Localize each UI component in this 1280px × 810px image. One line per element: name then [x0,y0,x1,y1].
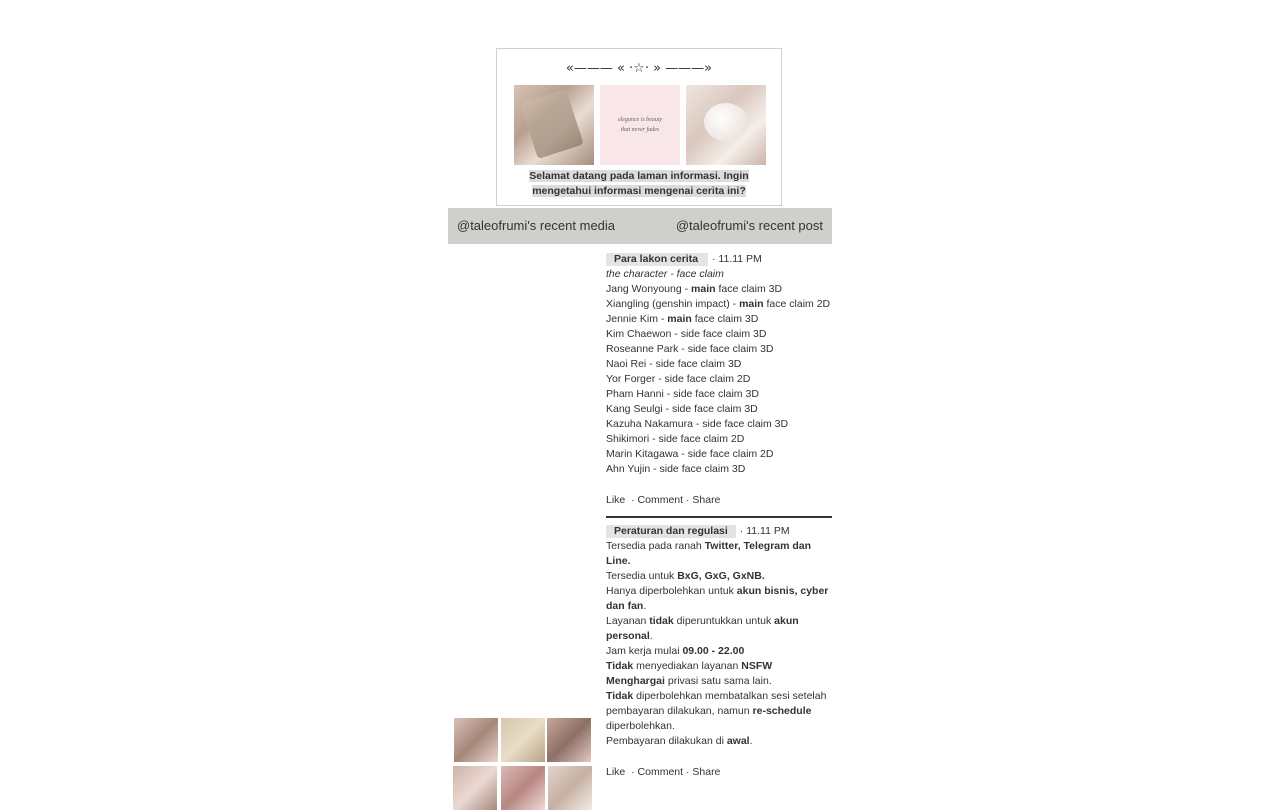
tab-recent-media[interactable]: @taleofrumi's recent media [457,218,616,233]
rule-item [606,584,832,614]
rule-emphasis: 09.00 - 22.00 [682,645,745,657]
rule-emphasis: akun personal [606,615,799,642]
character-item [606,327,832,342]
post-title: Peraturan dan regulasi [606,525,736,538]
character-list [606,282,832,477]
header-image-book [514,85,594,165]
character-text: Yor Forger - side face claim 2D [606,373,751,385]
post-title: Para lakon cerita [606,253,708,266]
character-text: Xiangling (genshin impact) - [606,298,740,310]
rule-text: Jam kerja mulai [606,645,683,657]
rule-emphasis: Twitter, Telegram dan Line. [606,540,812,567]
tab-recent-post[interactable]: @taleofrumi's recent post [675,218,823,233]
character-text: Naoi Rei - side face claim 3D [606,358,742,370]
header-image-quote [600,85,680,165]
rule-item [606,569,832,584]
ornament-divider: «——— « ·☆· » ———» [565,61,713,76]
character-text: Ahn Yujin - side face claim 3D [606,463,746,475]
character-text: Roseanne Park - side face claim 3D [606,343,774,355]
rule-text: diperbolehkan membatalkan sesi setelah pembayaran dilakukan, namun [606,690,827,717]
post-actions [606,493,832,508]
header-card [496,48,782,206]
tab-bar [448,208,832,244]
media-thumbnail[interactable] [501,766,545,810]
character-text: Marin Kitagawa - side face claim 2D [606,448,774,460]
post-subtitle: the character - face claim [606,268,724,280]
rule-item [606,539,832,569]
rule-item [606,644,832,659]
rule-text: Tersedia untuk [606,570,678,582]
rules-list [606,539,832,749]
rule-emphasis: re-schedule [752,705,812,717]
rule-text: . [643,600,647,612]
character-role: main [667,313,692,325]
character-role: main [739,298,764,310]
character-text: Shikimori - side face claim 2D [606,433,745,445]
rule-item [606,734,832,749]
rule-text: menyediakan layanan [633,660,742,672]
rule-emphasis: Tidak [606,690,634,702]
character-item [606,447,832,462]
character-text: face claim 2D [763,298,831,310]
character-text: Kang Seulgi - side face claim 3D [606,403,758,415]
post [606,524,832,780]
post-actions [606,765,832,780]
character-text: Kim Chaewon - side face claim 3D [606,328,767,340]
share-button[interactable]: · Share [685,494,721,506]
rule-text: Pembayaran dilakukan di [606,735,727,747]
rule-text: Tersedia pada ranah [606,540,705,552]
header-image-row [514,85,767,165]
post-time: · 11.11 PM [739,525,790,537]
character-item [606,312,832,327]
comment-button[interactable]: · Comment [631,494,684,506]
rule-emphasis: akun bisnis, cyber dan fan [606,585,829,612]
rule-text: Hanya diperbolehkan untuk [606,585,737,597]
welcome-text: Selamat datang pada laman informasi. Ingin mengetahui informasi mengenai cerita ini? [529,170,749,197]
rule-emphasis: Menghargai [606,675,665,687]
character-item [606,432,832,447]
media-thumbnail[interactable] [454,718,498,762]
rule-text: diperbolehkan. [606,720,675,732]
media-thumbnail[interactable] [548,766,592,810]
character-text: Jang Wonyoung - [606,283,692,295]
header-image-bunny [686,85,766,165]
rule-item [606,674,832,689]
recent-media-grid [453,718,593,800]
character-text: face claim 3D [691,313,759,325]
character-role: main [691,283,716,295]
post-header [606,524,832,539]
rule-emphasis: NSFW [741,660,773,672]
post [606,252,832,508]
post-header [606,252,832,267]
rule-emphasis: awal [726,735,750,747]
comment-button[interactable]: · Comment [631,766,684,778]
rule-text: . [649,630,653,642]
like-button[interactable]: Like [606,766,626,778]
character-item [606,282,832,297]
character-item [606,372,832,387]
rule-item [606,659,832,674]
post-time: · 11.11 PM [712,253,762,265]
share-button[interactable]: · Share [685,766,721,778]
rule-text: privasi satu sama lain. [664,675,772,687]
quote-text: elegance is beauty that never fades [617,117,663,133]
rule-text: Layanan [606,615,650,627]
character-item [606,387,832,402]
rule-emphasis: Tidak [606,660,634,672]
character-text: Pham Hanni - side face claim 3D [606,388,759,400]
character-item [606,417,832,432]
character-item [606,462,832,477]
character-item [606,297,832,312]
rule-text: . [749,735,753,747]
media-thumbnail[interactable] [501,718,545,762]
character-text: face claim 3D [715,283,783,295]
character-text: Jennie Kim - [606,313,668,325]
character-item [606,402,832,417]
rule-item [606,689,832,734]
media-thumbnail[interactable] [547,718,591,762]
rule-emphasis: BxG, GxG, GxNB. [677,570,765,582]
rule-text: diperuntukkan untuk [673,615,775,627]
rule-item [606,614,832,644]
like-button[interactable]: Like [606,494,626,506]
post-divider [606,516,832,518]
media-thumbnail[interactable] [453,766,497,810]
character-text: Kazuha Nakamura - side face claim 3D [606,418,789,430]
character-item [606,342,832,357]
rule-emphasis: tidak [649,615,674,627]
posts-feed [606,252,832,780]
character-item [606,357,832,372]
